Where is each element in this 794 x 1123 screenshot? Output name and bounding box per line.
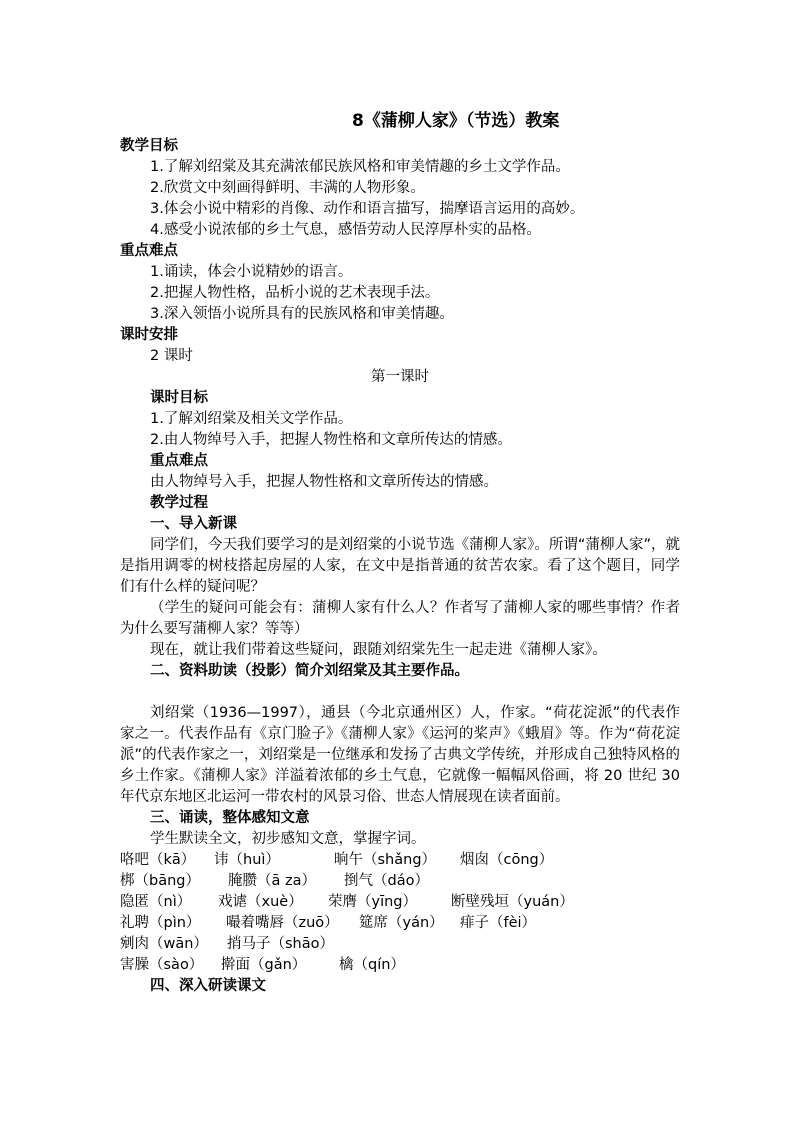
pinyin-row (120, 892, 680, 913)
goal-item: 2.欣赏文中刻画得鲜明、丰满的人物形象。 (150, 180, 425, 196)
heading-key-points: 重点难点 (120, 243, 178, 259)
pinyin-word: 檎（qín） (339, 957, 405, 973)
key-item: 1.诵读，体会小说精妙的语言。 (150, 264, 353, 280)
pinyin-word: 断壁残垣（yuán） (451, 894, 574, 910)
pinyin-row (120, 934, 680, 955)
goal-item: 4.感受小说浓郁的乡土气息，感悟劳动人民淳厚朴实的品格。 (150, 222, 541, 238)
pinyin-word: 讳（huì） (214, 852, 280, 868)
pinyin-word: 荣膺（yīng） (328, 894, 418, 910)
pinyin-word: 嘬着嘴唇（zuō） (226, 915, 339, 931)
heading-section-1: 一、导入新课 (150, 516, 237, 532)
heading-lesson-goals: 课时目标 (150, 390, 208, 406)
heading-section-3: 三、诵读，整体感知文意 (150, 810, 310, 826)
pinyin-row (120, 913, 680, 934)
pinyin-word: 戏谑（xuè） (218, 894, 303, 910)
paragraph: （学生的疑问可能会有：蒲柳人家有什么人？作者写了蒲柳人家的哪些事情？作者为什么要写蒲柳人家？等等） (120, 600, 680, 637)
document-title: 8《蒲柳人家》（节选）教案 (352, 111, 560, 131)
pinyin-row (120, 955, 680, 976)
pinyin-word: 剜肉（wān） (120, 936, 208, 952)
key-item: 3.深入领悟小说所具有的民族风格和审美情趣。 (150, 306, 454, 322)
lesson-goal-item: 2.由人物绰号入手，把握人物性格和文章所传达的情感。 (150, 432, 512, 448)
lesson-title: 第一课时 (371, 369, 429, 385)
paragraph: 现在，就让我们带着这些疑问，跟随刘绍棠先生一起走进《蒲柳人家》。 (150, 642, 607, 658)
goal-item: 3.体会小说中精彩的肖像、动作和语言描写，揣摩语言运用的高妙。 (150, 201, 585, 217)
pinyin-word: 晌午（shǎng） (334, 852, 437, 868)
heading-teaching-goals: 教学目标 (120, 138, 178, 154)
pinyin-row (120, 871, 680, 892)
pinyin-word: 隐匿（nì） (120, 894, 192, 910)
heading-section-4: 四、深入研读课文 (150, 978, 266, 994)
goal-item: 1.了解刘绍棠及其充满浓郁民族风格和审美情趣的乡土文学作品。 (150, 159, 570, 175)
pinyin-word: 捯气（dáo） (344, 873, 429, 889)
pinyin-word: 礼聘（pìn） (120, 915, 201, 931)
paragraph: 学生默读全文，初步感知文意，掌握字词。 (150, 831, 426, 847)
heading-lesson-key: 重点难点 (150, 453, 208, 469)
pinyin-word: 捎马子（shāo） (227, 936, 335, 952)
key-item: 2.把握人物性格，品析小说的艺术表现手法。 (150, 285, 440, 301)
pinyin-word: 害臊（sào） (120, 957, 204, 973)
pinyin-word: 擀面（gǎn） (221, 957, 307, 973)
pinyin-row (120, 850, 680, 871)
heading-section-2: 二、资料助读（投影）简介刘绍棠及其主要作品。 (150, 663, 469, 679)
pinyin-word: 烟囱（cōng） (460, 852, 554, 868)
pinyin-word: 筵席（yán） (359, 915, 444, 931)
heading-schedule: 课时安排 (120, 327, 178, 343)
lesson-key-text: 由人物绰号入手，把握人物性格和文章所传达的情感。 (150, 474, 498, 490)
blank-line (120, 682, 680, 703)
pinyin-word: 腌臜（ā za） (228, 873, 316, 889)
document-body (120, 136, 680, 997)
pinyin-word: 咯吧（kā） (120, 852, 196, 868)
heading-process: 教学过程 (150, 495, 208, 511)
paragraph: 刘绍棠（1936—1997），通县（今北京通州区）人，作家。“荷花淀派”的代表作家之一。代表作品有《京门脸子》《蒲柳人家》《运河的桨声》《蛾眉》等。作为“荷花淀派”的代表作家之一，刘绍棠是一位继承和发扬了古典文学传统，并形成自己独特风格的乡土作家。《蒲柳人家》洋溢着浓郁的乡土气息，它就像一幅幅风俗画，将 20 世纪 30 年代京东地区北运河一带农村的风景习俗、世态人情展现在读者面前。 (120, 705, 680, 805)
pinyin-word: 痱子（fèi） (460, 915, 537, 931)
paragraph: 同学们，今天我们要学习的是刘绍棠的小说节选《蒲柳人家》。所谓“蒲柳人家”，就是指用调零的树枝搭起房屋的人家，在文中是指普通的贫苦农家。看了这个题目，同学们有什么样的疑问呢？ (120, 537, 680, 595)
pinyin-word: 梆（bāng） (120, 873, 200, 889)
lesson-goal-item: 1.了解刘绍棠及相关文学作品。 (150, 411, 353, 427)
schedule-text: 2 课时 (150, 348, 193, 364)
